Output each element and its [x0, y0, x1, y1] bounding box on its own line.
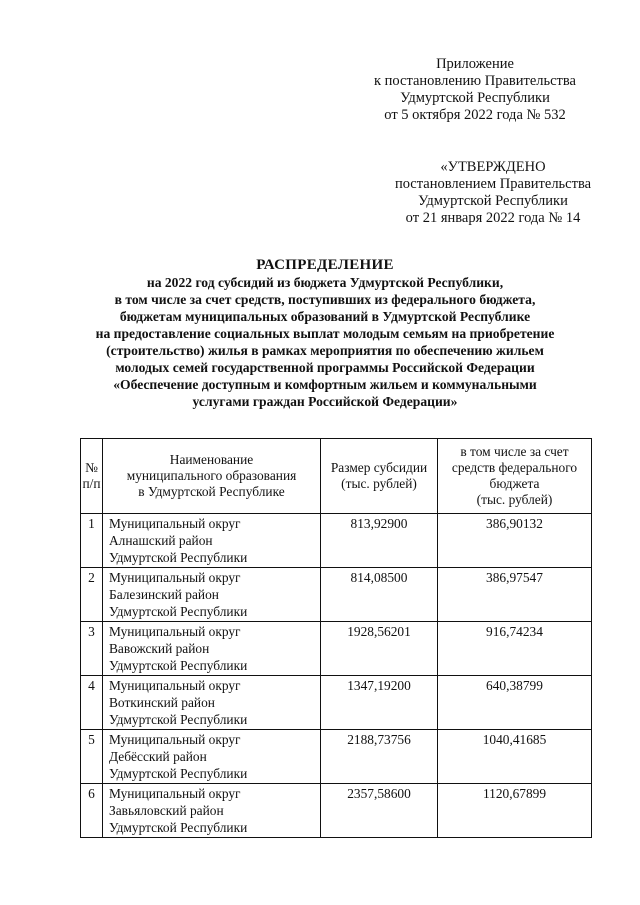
approved-line-4: от 21 января 2022 года № 14: [405, 210, 581, 226]
header-name: Наименование муниципального образования в Удмуртской Республике: [103, 439, 321, 514]
federal-amount: 1040,41685: [438, 730, 592, 784]
header-federal: в том числе за счет средств федерального бюджета (тыс. рублей): [438, 439, 592, 514]
annex-line-1: Приложение: [436, 56, 514, 72]
federal-amount: 640,38799: [438, 676, 592, 730]
federal-amount: 386,97547: [438, 568, 592, 622]
municipality-name: Муниципальный округ Балезинский район Удмуртской Республики: [103, 568, 321, 622]
title-main: РАСПРЕДЕЛЕНИЕ: [256, 257, 394, 273]
title-line: бюджетам муниципальных образований в Удмуртской Республике: [119, 309, 531, 324]
approved-block: [378, 159, 608, 227]
title-line: на предоставление социальных выплат молодым семьям на приобретение: [95, 326, 555, 341]
table-row: [81, 676, 592, 730]
title-line: услугами граждан Российской Федерации»: [192, 394, 458, 409]
federal-amount: 916,74234: [438, 622, 592, 676]
row-number: 6: [81, 784, 103, 838]
subsidy-amount: 1928,56201: [321, 622, 438, 676]
subsidy-amount: 2188,73756: [321, 730, 438, 784]
title-line: молодых семей государственной программы Российской Федерации: [115, 360, 535, 375]
municipality-name: Муниципальный округ Завьяловский район Удмуртской Республики: [103, 784, 321, 838]
title-line: «Обеспечение доступным и комфортным жильем и коммунальными: [113, 377, 537, 392]
municipality-name: Муниципальный округ Воткинский район Удмуртской Республики: [103, 676, 321, 730]
title-line: на 2022 год субсидий из бюджета Удмуртской Республики,: [146, 275, 504, 290]
table-row: [81, 568, 592, 622]
row-number: 2: [81, 568, 103, 622]
approved-line-1: «УТВЕРЖДЕНО: [440, 159, 546, 175]
annex-line-4: от 5 октября 2022 года № 532: [384, 107, 566, 123]
title-line: (строительство) жилья в рамках мероприятия по обеспечению жильем: [106, 343, 544, 358]
title-line: в том числе за счет средств, поступивших из федерального бюджета,: [114, 292, 536, 307]
annex-line-3: Удмуртской Республики: [400, 90, 550, 106]
annex-line-2: к постановлению Правительства: [374, 73, 576, 89]
table-row: [81, 514, 592, 568]
header-subsidy: Размер субсидии (тыс. рублей): [321, 439, 438, 514]
row-number: 3: [81, 622, 103, 676]
header-num: № п/п: [81, 439, 103, 514]
municipality-name: Муниципальный округ Алнашский район Удмуртской Республики: [103, 514, 321, 568]
approved-line-3: Удмуртской Республики: [418, 193, 568, 209]
subsidy-amount: 1347,19200: [321, 676, 438, 730]
table-row: [81, 730, 592, 784]
row-number: 4: [81, 676, 103, 730]
municipality-name: Муниципальный округ Дебёсский район Удмуртской Республики: [103, 730, 321, 784]
subsidy-amount: 813,92900: [321, 514, 438, 568]
subsidy-table: [80, 438, 592, 838]
federal-amount: 1120,67899: [438, 784, 592, 838]
annex-block: [360, 56, 590, 124]
subsidy-amount: 2357,58600: [321, 784, 438, 838]
row-number: 1: [81, 514, 103, 568]
approved-line-2: постановлением Правительства: [394, 176, 592, 192]
row-number: 5: [81, 730, 103, 784]
table-header-row: [81, 439, 592, 514]
table-row: [81, 784, 592, 838]
municipality-name: Муниципальный округ Вавожский район Удмуртской Республики: [103, 622, 321, 676]
table-row: [81, 622, 592, 676]
federal-amount: 386,90132: [438, 514, 592, 568]
document-title: [40, 257, 610, 410]
subsidy-amount: 814,08500: [321, 568, 438, 622]
